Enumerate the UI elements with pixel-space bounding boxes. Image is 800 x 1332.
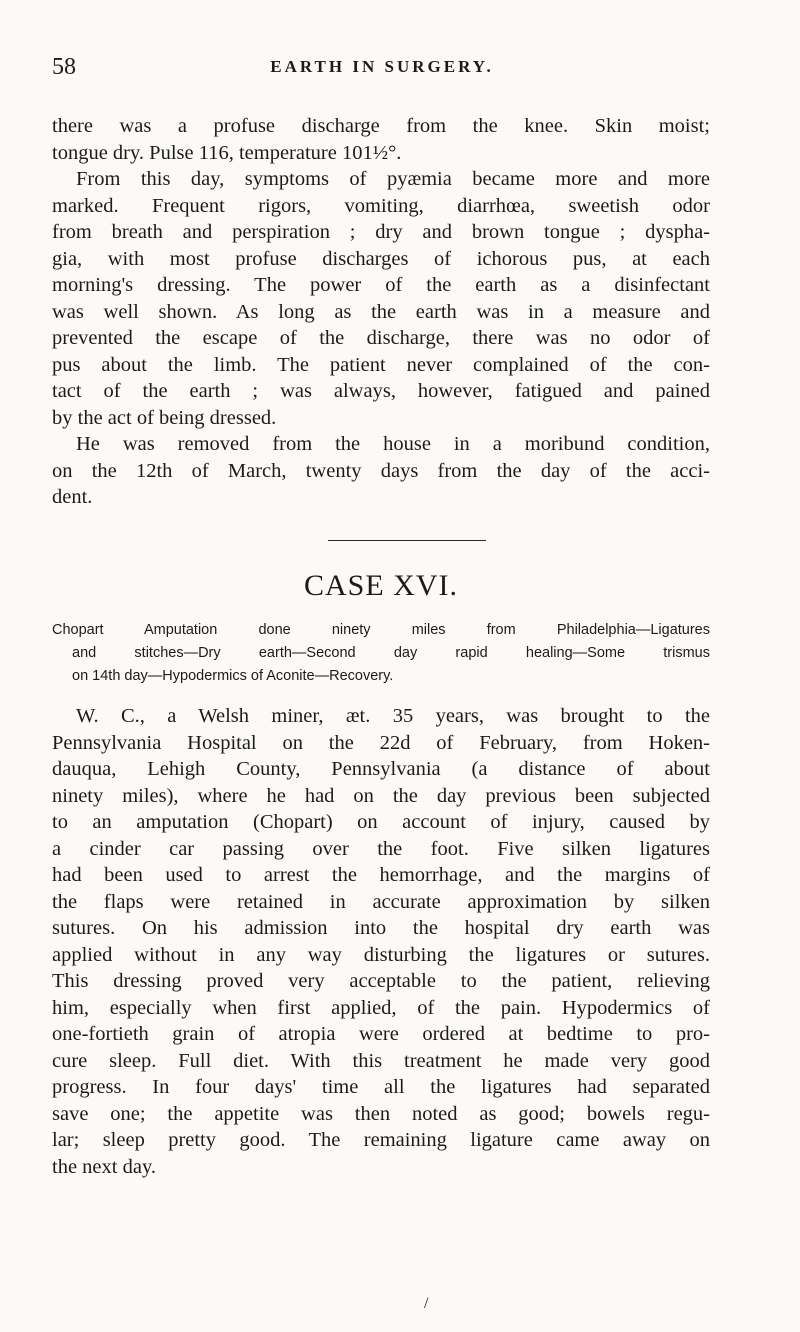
summary-line: on 14th day—Hypodermics of Aconite—Recovery. — [72, 668, 394, 684]
text-line: morning's dressing. The power of the earth as a disinfectant — [52, 274, 710, 296]
section-divider — [328, 540, 486, 541]
case-title: CASE XVI. — [303, 569, 458, 602]
text-line: marked. Frequent rigors, vomiting, diarrhœa, sweetish odor — [52, 194, 710, 217]
text-line: the flaps were retained in accurate approximation by silken — [52, 890, 710, 913]
text-line: pus about the limb. The patient never complained of the con- — [52, 353, 710, 376]
text-line: W. C., a Welsh miner, æt. 35 years, was brought to the — [76, 705, 710, 727]
text-line: Pennsylvania Hospital on the 22d of February, from Hoken- — [52, 731, 710, 754]
paragraph-pyaemia-progress — [52, 113, 710, 431]
paragraph-case-report — [52, 703, 710, 1180]
paragraph-removal — [52, 431, 710, 511]
text-line: had been used to arrest the hemorrhage, and the margins of — [52, 864, 710, 886]
text-line: one-fortieth grain of atropia were ordered at bedtime to pro- — [52, 1023, 710, 1045]
running-head — [52, 52, 712, 82]
running-title: EARTH IN SURGERY. — [270, 57, 494, 76]
text-line: tongue dry. Pulse 116, temperature 101½°. — [52, 141, 402, 164]
summary-line: Chopart Amputation done ninety miles from Philadelphia—Ligatures — [52, 622, 710, 638]
text-line: sutures. On his admission into the hospital dry earth was — [52, 917, 710, 939]
text-line: This dressing proved very acceptable to the patient, relieving — [52, 970, 710, 992]
text-line: save one; the appetite was then noted as good; bowels regu- — [52, 1102, 710, 1125]
text-line: applied without in any way disturbing the ligatures or sutures. — [52, 943, 710, 966]
text-line: tact of the earth ; was always, however, fatigued and pained — [52, 380, 710, 402]
text-line: prevented the escape of the discharge, there was no odor of — [52, 327, 710, 349]
text-line: to an amputation (Chopart) on account of injury, caused by — [52, 811, 710, 833]
page-number: 58 — [52, 54, 76, 80]
text-line: dent. — [52, 486, 93, 508]
text-line: He was removed from the house in a moribund condition, — [76, 433, 710, 455]
text-line: him, especially when first applied, of the pain. Hypodermics of — [52, 996, 710, 1019]
text-line: dauqua, Lehigh County, Pennsylvania (a distance of about — [52, 758, 710, 780]
text-line: cure sleep. Full diet. With this treatment he made very good — [52, 1049, 710, 1072]
footer-mark: / — [424, 1295, 429, 1312]
text-line: From this day, symptoms of pyæmia became more and more — [76, 168, 710, 190]
summary-line: and stitches—Dry earth—Second day rapid healing—Some trismus — [72, 645, 710, 661]
text-line: progress. In four days' time all the ligatures had separated — [52, 1076, 710, 1098]
text-line: the next day. — [52, 1155, 156, 1178]
text-line: ninety miles), where he had on the day previous been subjected — [52, 784, 710, 807]
text-line: from breath and perspiration ; dry and brown tongue ; dyspha- — [52, 221, 710, 243]
text-line: a cinder car passing over the foot. Five silken ligatures — [52, 837, 710, 860]
text-line: there was a profuse discharge from the knee. Skin moist; — [52, 115, 710, 137]
text-line: on the 12th of March, twenty days from the day of the acci- — [52, 459, 710, 482]
text-line: lar; sleep pretty good. The remaining ligature came away on — [52, 1129, 710, 1151]
text-line: by the act of being dressed. — [52, 406, 277, 429]
case-summary — [52, 619, 710, 688]
text-line: gia, with most profuse discharges of ichorous pus, at each — [52, 247, 710, 270]
text-line: was well shown. As long as the earth was in a measure and — [52, 300, 710, 323]
